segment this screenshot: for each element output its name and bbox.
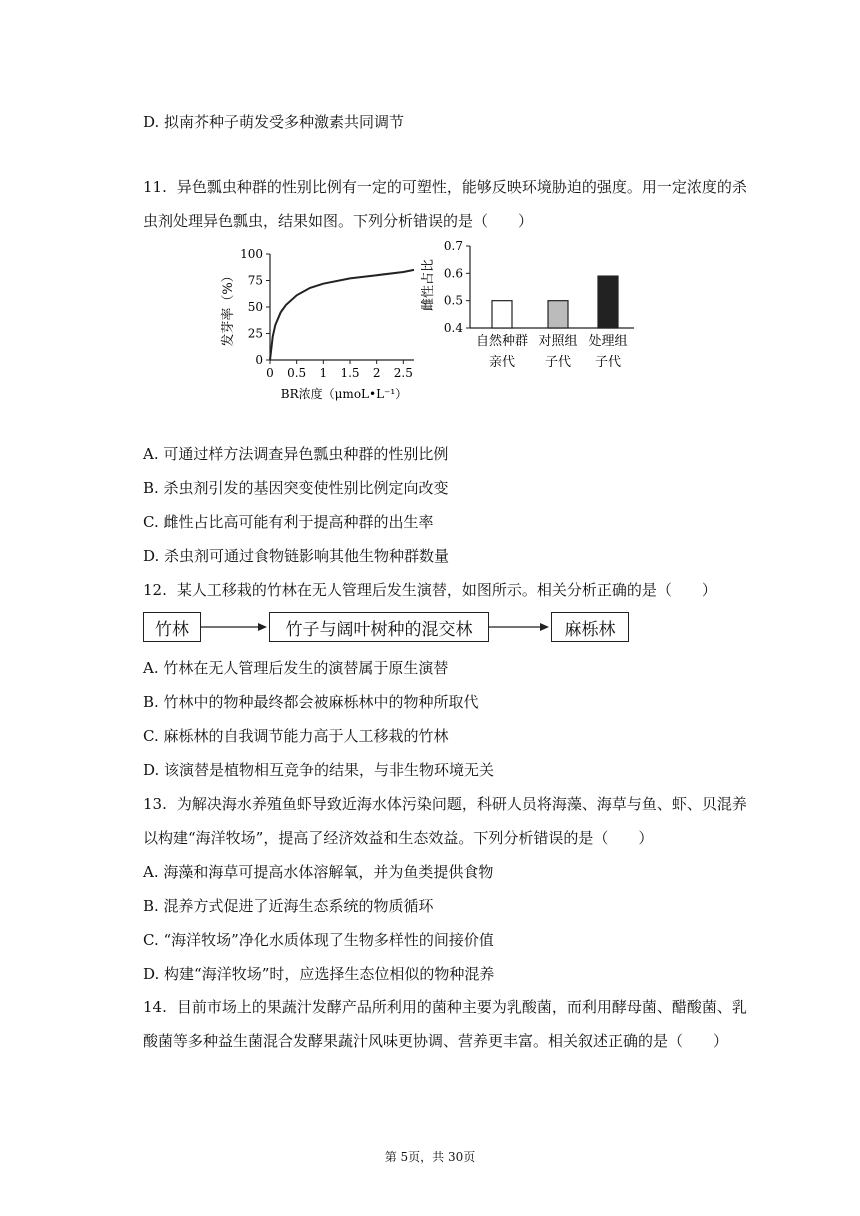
x-tick-label: 0.5 (287, 366, 307, 380)
flow-arrow-2 (489, 620, 551, 634)
q12-option-d: D. 该演替是植物相互竞争的结果，与非生物环境无关 (143, 761, 495, 779)
x-tick-label: 0 (266, 366, 274, 380)
bar-category-sublabel: 亲代 (488, 355, 516, 370)
question-text: 为解决海水养殖鱼虾导致近海水体污染问题，科研人员将海藻、海草与鱼、虾、贝混养以构建“海洋牧场”，提高了经济效益和生态效益。下列分析错误的是（ ） (143, 795, 747, 847)
flow-arrow-1 (201, 620, 269, 634)
q11-option-b: B. 杀虫剂引发的基因突变使性别比例定向改变 (143, 479, 449, 497)
y-tick-label: 100 (240, 247, 263, 261)
bar-y-tick-label: 0.5 (443, 293, 463, 308)
question-text: 目前市场上的果蔬汁发酵产品所利用的菌种主要为乳酸菌，而利用酵母菌、醋酸菌、乳酸菌等多种益生菌混合发酵果蔬汁风味更协调、营养更丰富。相关叙述正确的是（ ） (143, 998, 747, 1050)
germination-line-chart (218, 240, 428, 405)
q13-option-c: C. “海洋牧场”净化水质体现了生物多样性的间接价值 (143, 931, 494, 949)
flow-box-mixed-forest: 竹子与阔叶树种的混交林 (269, 612, 489, 642)
bar (548, 301, 568, 328)
option-d-prev: D. 拟南芥种子萌发受多种激素共同调节 (143, 113, 405, 131)
bar (598, 276, 618, 328)
bar-y-tick-label: 0.7 (443, 240, 463, 253)
q11-option-a: A. 可通过样方法调查异色瓢虫种群的性别比例 (143, 445, 449, 463)
bar-category-label: 处理组 (588, 334, 628, 349)
question-number: 11. (143, 178, 167, 196)
bar-y-tick-label: 0.6 (443, 266, 463, 281)
bar-y-tick-label: 0.4 (443, 321, 463, 335)
q11-option-c: C. 雌性占比高可能有利于提高种群的出生率 (143, 513, 434, 531)
q12-option-a: A. 竹林在无人管理后发生的演替属于原生演替 (143, 659, 449, 677)
question-13-stem (143, 787, 753, 855)
bar-y-axis-label: 雌性占比 (421, 258, 436, 312)
y-tick-label: 75 (247, 273, 263, 288)
bar (492, 301, 512, 328)
flow-box-bamboo: 竹林 (143, 612, 201, 642)
page-footer: 第 5页，共 30页 (384, 1150, 476, 1164)
q12-option-c: C. 麻栎林的自我调节能力高于人工移栽的竹林 (143, 727, 449, 745)
question-text: 某人工移栽的竹林在无人管理后发生演替，如图所示。相关分析正确的是（ ） (176, 581, 717, 599)
bar-category-sublabel: 子代 (594, 355, 622, 370)
y-tick-label: 50 (247, 300, 263, 314)
question-14-stem (143, 990, 753, 1058)
question-11-stem (143, 170, 753, 238)
female-ratio-bar-chart (420, 240, 642, 380)
q13-option-a: A. 海藻和海草可提高水体溶解氧，并为鱼类提供食物 (143, 863, 494, 881)
bar-category-label: 自然种群 (475, 334, 529, 349)
flow-box-oak-forest: 麻栎林 (551, 612, 629, 642)
y-tick-label: 25 (247, 326, 263, 341)
y-axis-label: 发芽率（%） (221, 269, 236, 347)
q11-option-d: D. 杀虫剂可通过食物链影响其他生物种群数量 (143, 547, 450, 565)
q13-option-b: B. 混养方式促进了近海生态系统的物质循环 (143, 897, 434, 915)
bar-category-sublabel: 子代 (544, 355, 572, 370)
germination-curve (270, 270, 414, 360)
q13-option-d: D. 构建“海洋牧场”时，应选择生态位相似的物种混养 (143, 965, 495, 983)
question-number: 12. (143, 581, 167, 599)
x-axis-label: BR浓度（μmoL•L⁻¹） (280, 387, 408, 401)
x-tick-label: 1 (319, 366, 328, 380)
x-tick-label: 2 (372, 366, 381, 380)
question-12-stem (143, 580, 717, 600)
question-number: 13. (143, 795, 167, 813)
x-tick-label: 2.5 (393, 366, 413, 380)
question-text: 异色瓢虫种群的性别比例有一定的可塑性，能够反映环境胁迫的强度。用一定浓度的杀虫剂处理异色瓢虫，结果如图。下列分析错误的是（ ） (143, 178, 747, 230)
x-tick-label: 1.5 (340, 366, 360, 380)
q12-option-b: B. 竹林中的物种最终都会被麻栎林中的物种所取代 (143, 693, 479, 711)
bar-category-label: 对照组 (538, 334, 578, 349)
y-tick-label: 0 (255, 353, 263, 367)
question-number: 14. (143, 998, 167, 1016)
